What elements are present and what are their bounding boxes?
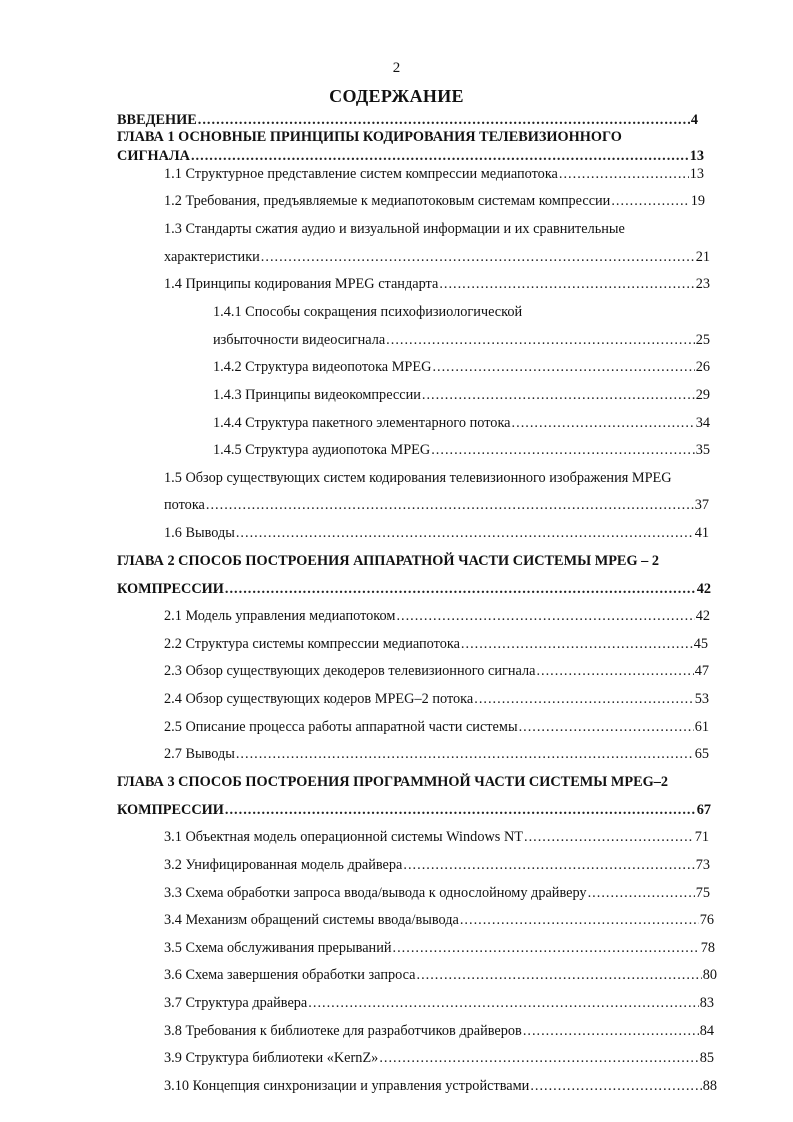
leader-dots (206, 496, 694, 514)
leader-dots (530, 1077, 701, 1095)
toc-page-number: 78 (700, 940, 715, 956)
leader-dots (225, 801, 696, 819)
toc-entry-text: 1.1 Структурное представление систем компрессии медиапотока (164, 166, 558, 182)
toc-entry-text: СИГНАЛА (117, 148, 190, 164)
leader-dots (403, 856, 694, 874)
toc-entry-text: 1.2 Требования, предъявляемые к медиапотоковым системам компрессии (164, 193, 611, 209)
toc-page-number: 76 (699, 912, 714, 928)
leader-dots (432, 358, 694, 376)
toc-entry-1-2 (164, 192, 705, 210)
toc-entry-text: 3.6 Схема завершения обработки запроса (164, 967, 416, 983)
toc-entry-text: 2.4 Обзор существующих кодеров MPEG–2 потока (164, 691, 474, 707)
toc-chapter-1-entry (117, 147, 704, 165)
toc-entry-1-4-2 (213, 358, 710, 376)
toc-entry-2-4 (164, 690, 709, 708)
toc-entry-1-1 (164, 165, 704, 183)
leader-dots (439, 275, 694, 293)
leader-dots (393, 939, 700, 957)
page-title: СОДЕРЖАНИЕ (329, 86, 464, 106)
leader-dots (236, 524, 694, 542)
toc-entry-2-5 (164, 718, 709, 736)
toc-page-number: 34 (695, 415, 710, 431)
toc-entry-text: потока (164, 497, 205, 513)
toc-entry-text: 2.2 Структура системы компрессии медиапотока (164, 636, 460, 652)
toc-page-number: 84 (699, 1023, 714, 1039)
toc-entry-text: 2.5 Описание процесса работы аппаратной части системы (164, 719, 518, 735)
toc-entry-text: избыточности видеосигнала (213, 332, 386, 348)
toc-entry-text: 3.9 Структура библиотеки «KernZ» (164, 1050, 379, 1066)
toc-page-number: 75 (695, 885, 710, 901)
toc-page-number: 67 (696, 802, 711, 818)
toc-entry-3-9 (164, 1049, 714, 1067)
toc-page-number: 25 (695, 332, 710, 348)
toc-page-number: 65 (694, 746, 709, 762)
toc-entry-text: 3.10 Концепция синхронизации и управления устройствами (164, 1078, 530, 1094)
toc-page-number: 29 (695, 387, 710, 403)
toc-entry-3-6 (164, 966, 717, 984)
page-number: 2 (392, 60, 401, 76)
toc-entry-text: 2.3 Обзор существующих декодеров телевизионного сигнала (164, 663, 536, 679)
toc-entry-3-7 (164, 994, 714, 1012)
toc-entry-3-8 (164, 1022, 714, 1040)
leader-dots (559, 165, 689, 183)
toc-entry-introduction (117, 111, 698, 129)
toc-entry-1-3-line1: 1.3 Стандарты сжатия аудио и визуальной информации и их сравнительные (164, 221, 625, 237)
toc-page-number: 13 (689, 166, 704, 182)
toc-page-number: 71 (694, 829, 709, 845)
toc-entry-1-4-4 (213, 414, 710, 432)
toc-entry-3-2 (164, 856, 710, 874)
leader-dots (523, 1022, 699, 1040)
toc-entry-3-4 (164, 911, 714, 929)
toc-entry-3-3 (164, 884, 710, 902)
toc-page-number: 37 (694, 497, 709, 513)
toc-entry-text: 1.6 Выводы (164, 525, 235, 541)
toc-entry-text: 3.7 Структура драйвера (164, 995, 308, 1011)
toc-entry-3-5 (164, 939, 715, 957)
toc-page-number: 41 (694, 525, 709, 541)
toc-entry-text: КОМПРЕССИИ (117, 581, 224, 597)
leader-dots (536, 662, 693, 680)
toc-page-number: 35 (695, 442, 710, 458)
toc-chapter-3-heading: ГЛАВА 3 СПОСОБ ПОСТРОЕНИЯ ПРОГРАММНОЙ ЧАСТИ СИСТЕМЫ MPEG–2 (117, 774, 669, 790)
toc-page-number: 21 (695, 249, 710, 265)
toc-page-number: 80 (702, 967, 717, 983)
toc-page-number: 47 (694, 663, 709, 679)
toc-page-number: 26 (695, 359, 710, 375)
toc-entry-2-2 (164, 635, 708, 653)
toc-page-number: 19 (690, 193, 705, 209)
toc-entry-1-4-5 (213, 441, 710, 459)
leader-dots (524, 828, 694, 846)
leader-dots (588, 884, 695, 902)
toc-entry-3-10 (164, 1077, 717, 1095)
leader-dots (519, 718, 694, 736)
toc-page-number: 61 (694, 719, 709, 735)
leader-dots (198, 111, 690, 129)
toc-page-number: 83 (699, 995, 714, 1011)
toc-entry-1-6 (164, 524, 709, 542)
toc-page-number: 13 (689, 148, 704, 164)
toc-entry-1-5 (164, 496, 709, 514)
toc-page-number: 53 (694, 691, 709, 707)
leader-dots (422, 386, 695, 404)
leader-dots (191, 147, 689, 165)
leader-dots (386, 331, 695, 349)
leader-dots (225, 580, 696, 598)
toc-entry-text: характеристики (164, 249, 260, 265)
leader-dots (379, 1049, 698, 1067)
toc-entry-text: ВВЕДЕНИЕ (117, 112, 197, 128)
toc-entry-2-7 (164, 745, 709, 763)
toc-entry-1-4-3 (213, 386, 710, 404)
toc-entry-text: 1.4.4 Структура пакетного элементарного потока (213, 415, 511, 431)
toc-entry-text: 2.1 Модель управления медиапотоком (164, 608, 396, 624)
toc-entry-2-1 (164, 607, 710, 625)
toc-entry-1-4 (164, 275, 710, 293)
toc-page-number: 23 (695, 276, 710, 292)
toc-page-number: 88 (702, 1078, 717, 1094)
toc-entry-text: 3.5 Схема обслуживания прерываний (164, 940, 392, 956)
leader-dots (396, 607, 694, 625)
toc-entry-text: 2.7 Выводы (164, 746, 235, 762)
toc-entry-text: 1.4.3 Принципы видеокомпрессии (213, 387, 421, 403)
toc-entry-text: 3.2 Унифицированная модель драйвера (164, 857, 403, 873)
toc-page-number: 73 (695, 857, 710, 873)
toc-page-number: 4 (690, 112, 698, 128)
toc-entry-text: 3.3 Схема обработки запроса ввода/вывода к однослойному драйверу (164, 885, 587, 901)
toc-entry-text: 3.8 Требования к библиотеке для разработчиков драйверов (164, 1023, 522, 1039)
toc-chapter-2-entry (117, 580, 711, 598)
toc-chapter-1-heading: ГЛАВА 1 ОСНОВНЫЕ ПРИНЦИПЫ КОДИРОВАНИЯ ТЕЛЕВИЗИОННОГО (117, 129, 622, 145)
toc-page-number: 42 (695, 608, 710, 624)
toc-entry-text: 1.4.2 Структура видеопотока MPEG (213, 359, 432, 375)
leader-dots (611, 192, 689, 210)
toc-page-number: 85 (699, 1050, 714, 1066)
toc-entry-text: 3.1 Объектная модель операционной системы Windows NT (164, 829, 523, 845)
leader-dots (461, 635, 693, 653)
leader-dots (474, 690, 693, 708)
toc-entry-text: 1.4.5 Структура аудиопотока MPEG (213, 442, 431, 458)
toc-entry-text: 3.4 Механизм обращений системы ввода/вывода (164, 912, 459, 928)
toc-entry-1-4-1-line1: 1.4.1 Способы сокращения психофизиологической (213, 304, 523, 320)
toc-entry-1-4-1 (213, 331, 710, 349)
toc-entry-2-3 (164, 662, 709, 680)
leader-dots (460, 911, 699, 929)
leader-dots (512, 414, 695, 432)
toc-page-number: 42 (696, 581, 711, 597)
toc-chapter-3-entry (117, 801, 711, 819)
leader-dots (308, 994, 698, 1012)
toc-entry-3-1 (164, 828, 709, 846)
toc-chapter-2-heading: ГЛАВА 2 СПОСОБ ПОСТРОЕНИЯ АППАРАТНОЙ ЧАСТИ СИСТЕМЫ MPEG – 2 (117, 553, 660, 569)
leader-dots (261, 248, 695, 266)
toc-entry-text: КОМПРЕССИИ (117, 802, 224, 818)
toc-entry-1-3 (164, 248, 710, 266)
leader-dots (431, 441, 694, 459)
toc-page-number: 45 (693, 636, 708, 652)
leader-dots (236, 745, 694, 763)
leader-dots (417, 966, 702, 984)
toc-entry-text: 1.4 Принципы кодирования MPEG стандарта (164, 276, 439, 292)
toc-entry-1-5-line1: 1.5 Обзор существующих систем кодирования телевизионного изображения MPEG (164, 470, 672, 486)
